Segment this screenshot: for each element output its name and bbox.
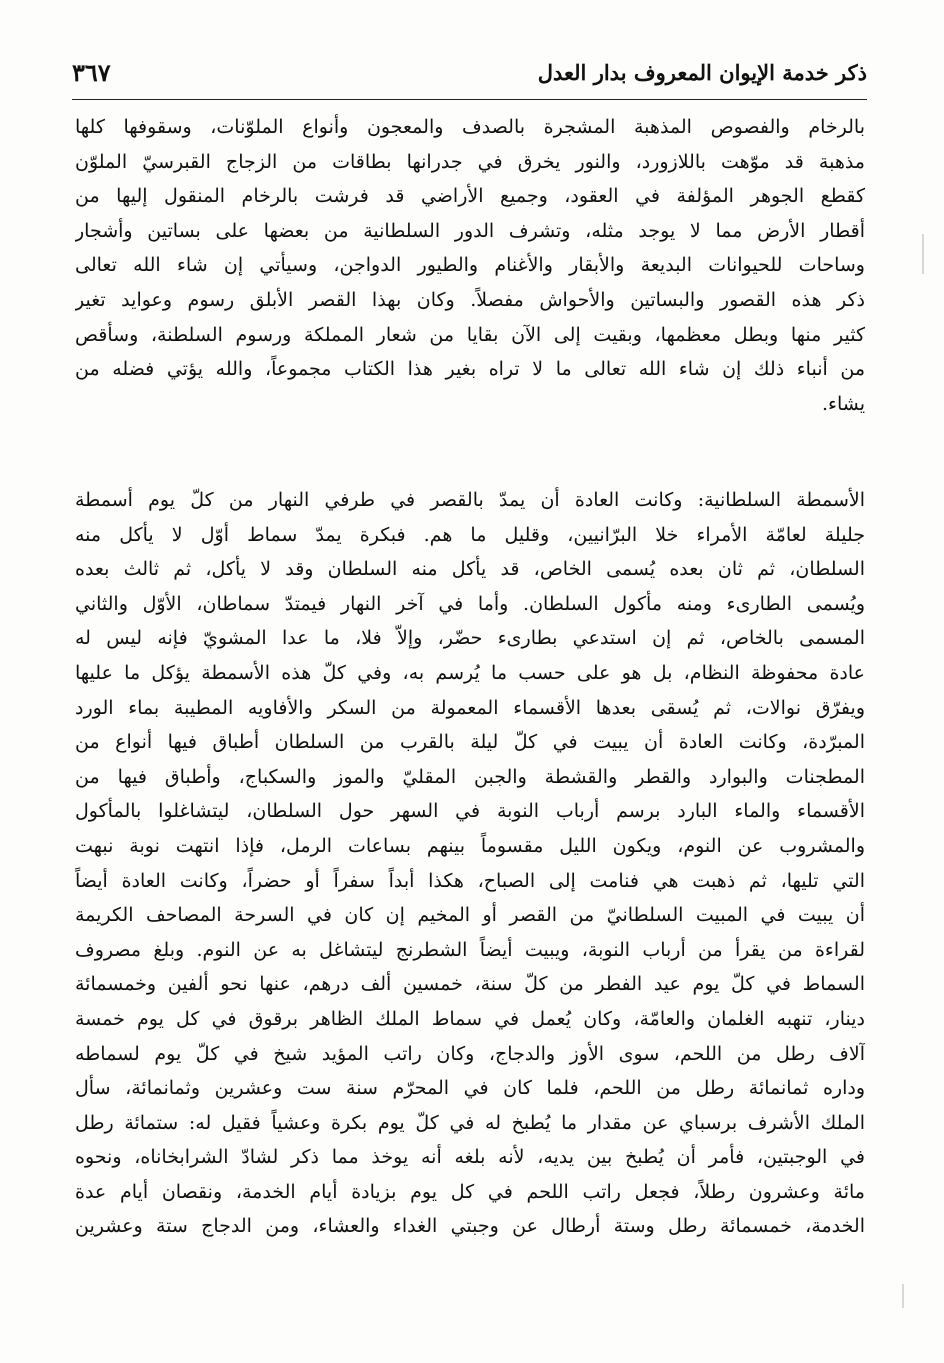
text-line: مائة وعشرون رطلاً، فجعل راتب اللحم في كل يوم بزيادة أيام الخدمة، ونقصان أيام عدة	[75, 1180, 865, 1203]
header-divider	[72, 99, 867, 100]
text-line: من أنباء ذلك إن شاء الله تعالى ما لا تراه بغير هذا الكتاب مجموعاً، والله يؤتي فضله من	[75, 358, 865, 381]
text-line: ويُسمى الطارىء ومنه مأكول السلطان. وأما في آخر النهار فيمتدّ سماطان، الأوّل والثاني	[75, 592, 865, 615]
text-line: الأقسماء والماء البارد برسم أرباب النوبة في السهر حول السلطان، ليتشاغلوا بالمأكول	[75, 800, 865, 823]
text-line: ويفرّق نوالات، ثم يُسقى بعدها الأقسماء المعمولة من السكر والأفاويه المطيبة بماء الورد	[75, 696, 865, 719]
text-line: المبرّدة، وكانت العادة أن يبيت في كلّ ليلة بالقرب من السلطان أطباق فيها أنواع من	[75, 731, 865, 754]
scan-margin-mark	[922, 234, 924, 274]
text-line: كقطع الجوهر المؤلفة في العقود، وجميع الأراضي قد فرشت بالرخام المنقول إليها من	[75, 185, 865, 208]
text-line: الملك الأشرف برسباي عن مقدار ما يُطبخ له في كلّ يوم بكرة وعشياً فقيل له: ستمائة رطل	[75, 1111, 865, 1134]
text-line: لقراءة من يقرأ من أرباب النوبة، ويبيت أيضاً الشطرنج ليتشاغل به عن النوم. وبلغ مصروف	[75, 938, 865, 961]
text-line: في الوجبتين، فأمر أن يُطبخ بين يديه، لأنه بلغه أنه يوخذ مما ذكر لشادّ الشرابخاناه، ونحوه	[75, 1146, 865, 1169]
scan-margin-mark	[902, 1284, 904, 1308]
text-line: دينار، تنهبه الغلمان والعامّة، وكان يُعمل في سماط الملك الظاهر برقوق في كل يوم خمسة	[75, 1007, 865, 1030]
text-line: كثير منها وبطل معظمها، وبقيت إلى الآن بقايا من شعار المملكة ورسوم السلطنة، وسأقص	[75, 323, 865, 346]
text-line: والمشروب عن النوم، ويكون الليل مقسوماً بينهم بساعات الرمل، فإذا انتهت نوبة نبهت	[75, 834, 865, 857]
text-line: بالرخام والفصوص المذهبة المشجرة بالصدف والمعجون وأنواع الملوّنات، وسقوفها كلها	[75, 116, 865, 138]
paragraph-palace-description	[75, 110, 865, 421]
text-line: ذكر هذه القصور والبساتين والأحواش مفصلاً. وكان بهذا القصر الأبلق رسوم وعوايد تغير	[75, 288, 865, 311]
text-line: المطجنات والبوارد والقطر والقشطة والجبن المقليّ والموز والسكباج، وأطباق فيها من	[75, 765, 865, 788]
text-line: الأسمطة السلطانية: وكانت العادة أن يمدّ بالقصر في طرفي النهار من كلّ يوم أسمطة	[75, 489, 865, 511]
text-line: السماط في كلّ يوم عيد الفطر من كلّ سنة، خمسين ألف درهم، عنها نحو ألفين وخمسمائة	[75, 973, 865, 996]
text-line: آلاف رطل من اللحم، سوى الأوز والدجاج، وكان راتب المؤيد شيخ في كلّ يوم لسماطه	[75, 1042, 865, 1065]
text-line: يشاء.	[821, 392, 865, 415]
paragraph-royal-banquets	[75, 483, 865, 1244]
text-line: وساحات للحيوانات البديعة والأبقار والأغنام والطيور الدواجن، وسيأتي إن شاء الله تعالى	[75, 254, 865, 277]
text-line: أقطار الأرض مما لا يوجد مثله، وتشرف الدور السلطانية من بعضها على بساتين وأشجار	[75, 219, 865, 242]
text-line: الخدمة، خمسمائة رطل وستة أرطال عن وجبتي الغداء والعشاء، ومن الدجاج ستة وعشرين	[75, 1215, 865, 1238]
text-line: عادة محفوظة النظام، بل هو على حسب ما يُرسم به، وفي كلّ هذه الأسمطة يؤكل ما عليها	[75, 661, 865, 684]
text-line: جليلة لعامّة الأمراء خلا البرّانيين، وقليل ما هم. فبكرة يمدّ سماط أوّل لا يأكل منه	[75, 523, 865, 546]
text-line: المسمى بالخاص، ثم إن استدعي بطارىء حضّر، وإلاّ فلا، ما عدا المشويّ فإنه ليس له	[75, 627, 865, 650]
text-line: السلطان، ثم ثان بعده يُسمى الخاص، قد يأكل منه السلطان وقد لا يأكل، ثم ثالث بعده	[75, 558, 865, 581]
page-number: ٣٦٧	[72, 58, 111, 87]
text-line: التي تليها، ثم ذهبت هي فنامت إلى الصباح، هكذا أبداً سفراً أو حضراً، وكانت العادة أيضاً	[75, 869, 865, 892]
running-title: ذكر خدمة الإيوان المعروف بدار العدل	[537, 60, 867, 85]
text-line: مذهبة قد موّهت باللازورد، والنور يخرق في جدرانها بطاقات من الزجاج القبرسيّ الملوّن	[75, 150, 865, 173]
page-header	[72, 56, 867, 96]
text-line: أن يبيت في المبيت السلطانيّ من القصر أو المخيم إن كان في السرحة المصاحف الكريمة	[75, 904, 865, 927]
text-line: وداره ثمانمائة رطل من اللحم، فلما كان في المحرّم سنة ست وعشرين وثمانمائة، سأل	[75, 1077, 865, 1100]
